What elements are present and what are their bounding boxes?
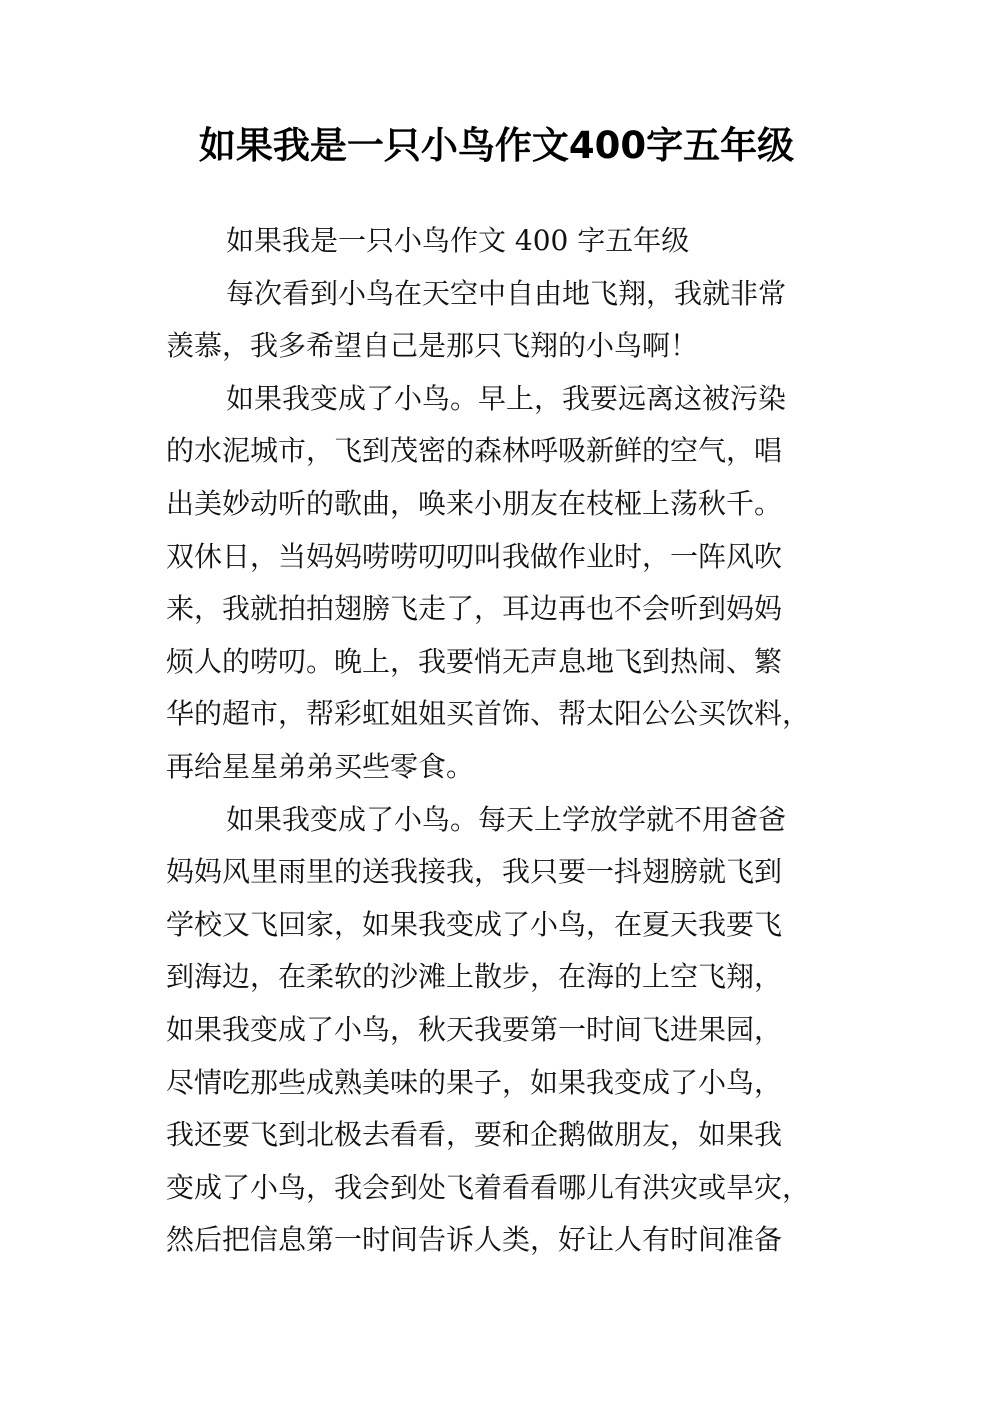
text-line: 再给星星弟弟买些零食。 bbox=[166, 749, 475, 783]
text-line: 华的超市，帮彩虹姐姐买首饰、帮太阳公公买饮料， bbox=[166, 697, 811, 731]
text-line: 羡慕，我多希望自己是那只飞翔的小鸟啊！ bbox=[166, 329, 699, 363]
document-body bbox=[166, 215, 846, 1267]
text-line: 如果我变成了小鸟。早上，我要远离这被污染 bbox=[226, 381, 787, 415]
text-line: 双休日，当妈妈唠唠叨叨叫我做作业时，一阵风吹 bbox=[166, 539, 783, 573]
text-line: 如果我变成了小鸟，秋天我要第一时间飞进果园， bbox=[166, 1012, 783, 1046]
text-line: 如果我是一只小鸟作文 400 字五年级 bbox=[226, 224, 690, 257]
text-line: 每次看到小鸟在天空中自由地飞翔，我就非常 bbox=[226, 276, 787, 310]
text-line: 的水泥城市，飞到茂密的森林呼吸新鲜的空气，唱 bbox=[166, 434, 783, 468]
text-line: 学校又飞回家，如果我变成了小鸟，在夏天我要飞 bbox=[166, 907, 783, 941]
text-line: 然后把信息第一时间告诉人类，好让人有时间准备 bbox=[166, 1223, 783, 1257]
text-line: 尽情吃那些成熟美味的果子，如果我变成了小鸟， bbox=[166, 1065, 783, 1099]
text-line: 变成了小鸟，我会到处飞着看看哪儿有洪灾或旱灾， bbox=[166, 1170, 811, 1204]
document-title: 如果我是一只小鸟作文400字五年级 bbox=[198, 124, 795, 167]
text-line: 妈妈风里雨里的送我接我，我只要一抖翅膀就飞到 bbox=[166, 855, 783, 889]
text-line: 烦人的唠叨。晚上，我要悄无声息地飞到热闹、繁 bbox=[166, 644, 783, 678]
text-line: 如果我变成了小鸟。每天上学放学就不用爸爸 bbox=[226, 802, 787, 836]
text-line: 我还要飞到北极去看看，要和企鹅做朋友，如果我 bbox=[166, 1118, 783, 1152]
text-line: 到海边，在柔软的沙滩上散步，在海的上空飞翔， bbox=[166, 960, 783, 994]
text-line: 来，我就拍拍翅膀飞走了，耳边再也不会听到妈妈 bbox=[166, 592, 783, 626]
text-line: 出美妙动听的歌曲，唤来小朋友在枝桠上荡秋千。 bbox=[166, 486, 783, 520]
